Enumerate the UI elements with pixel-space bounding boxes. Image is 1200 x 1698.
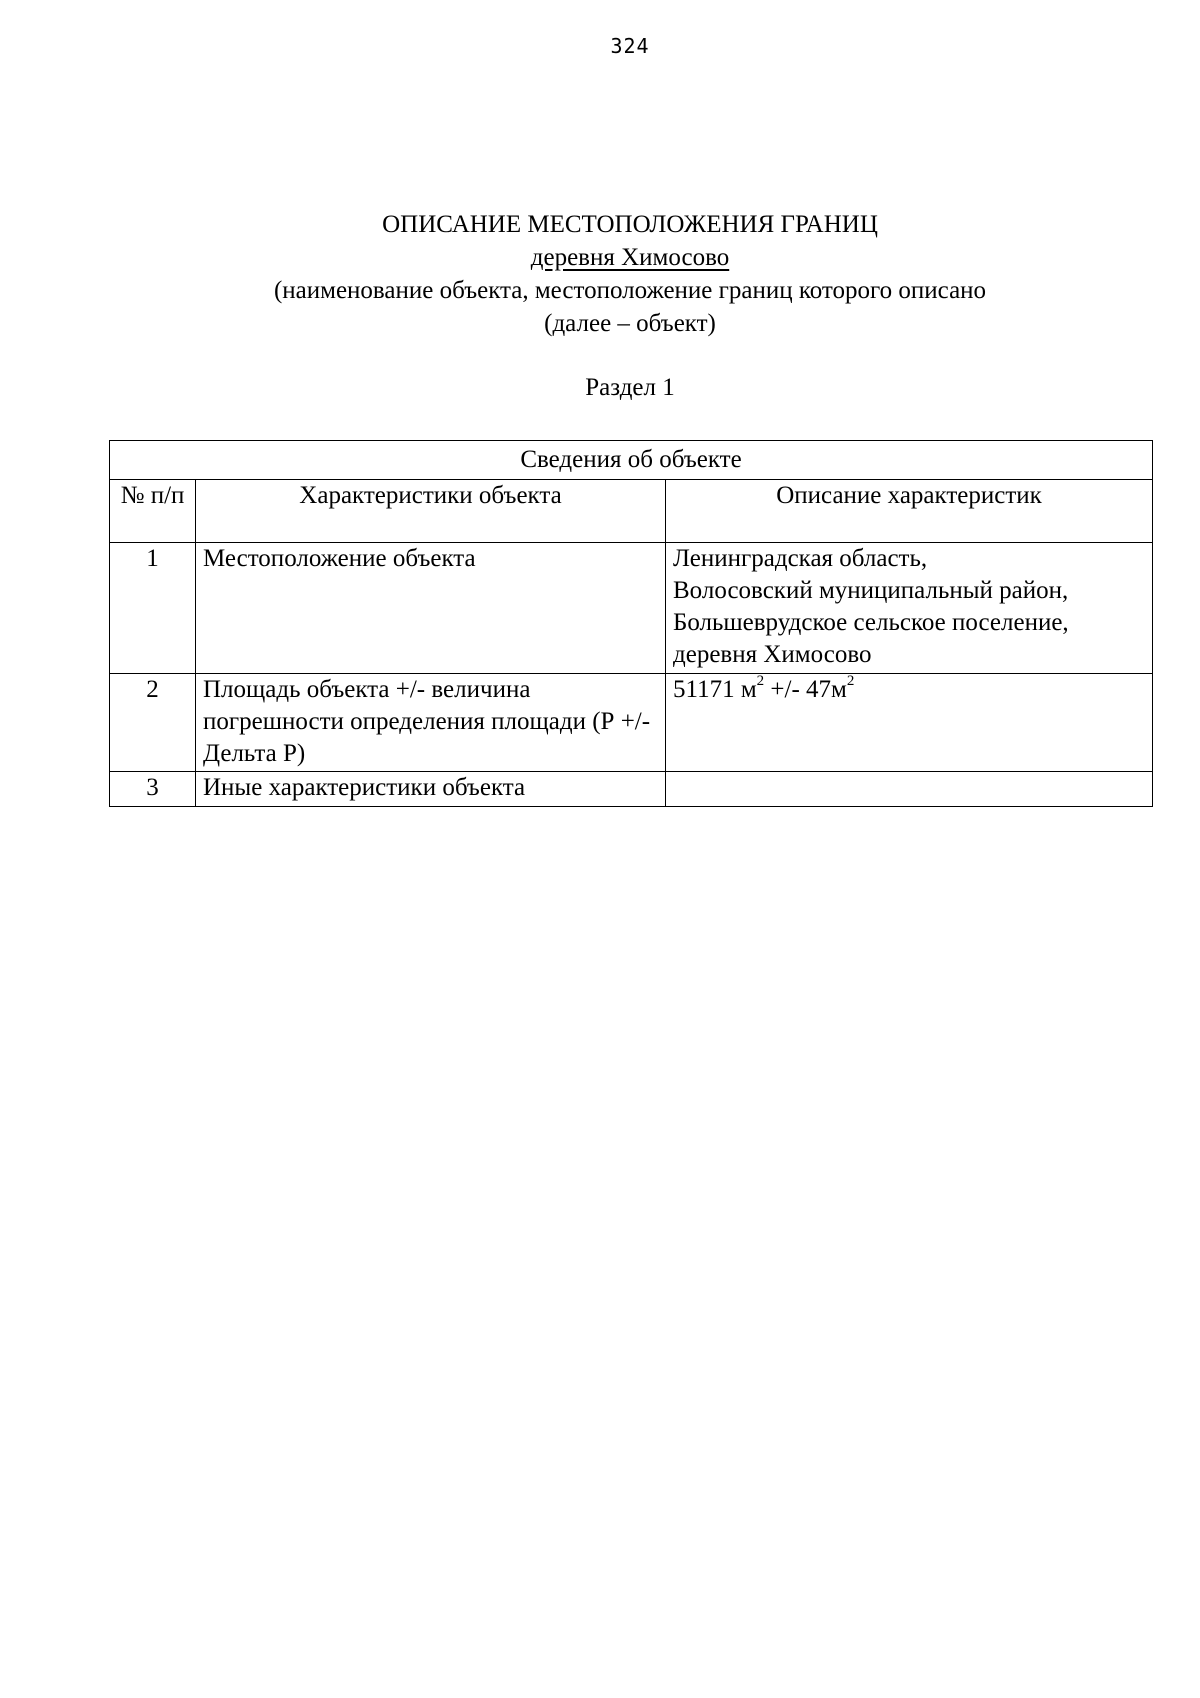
row-characteristic: Площадь объекта +/- величина погрешности определения площади (Р +/- Дельта Р) [196, 674, 666, 772]
object-caption-line2: (далее – объект) [544, 310, 716, 337]
description-line: Большеврудское сельское поселение, [673, 609, 1069, 636]
object-caption-line1: (наименование объекта, местоположение границ которого описано [273, 277, 987, 304]
table-row [110, 543, 1153, 674]
area-tolerance: +/- 47м [764, 676, 847, 703]
row-characteristic: Местоположение объекта [196, 543, 666, 674]
area-value: 51171 м [673, 676, 757, 703]
description-line: Ленинградская область, [673, 545, 928, 572]
unit-power: 2 [756, 672, 765, 689]
row-description [666, 543, 1153, 674]
row-characteristic: Иные характеристики объекта [196, 772, 666, 807]
table-row [110, 772, 1153, 807]
header-description: Описание характеристик [666, 480, 1153, 543]
object-info-table [109, 440, 1153, 807]
page-number: 324 [610, 34, 650, 58]
description-line: деревня Химосово [673, 641, 872, 668]
row-number: 1 [110, 543, 196, 674]
document-title: ОПИСАНИЕ МЕСТОПОЛОЖЕНИЯ ГРАНИЦ [382, 211, 878, 238]
row-number: 2 [110, 674, 196, 772]
row-description [666, 772, 1153, 807]
row-number: 3 [110, 772, 196, 807]
table-row [110, 674, 1153, 772]
area-description [666, 674, 1153, 772]
object-name: деревня Химосово [530, 244, 730, 271]
section-label: Раздел 1 [585, 374, 675, 401]
description-line: Волосовский муниципальный район, [673, 577, 1069, 604]
document-heading [0, 208, 1200, 340]
header-characteristic: Характеристики объекта [196, 480, 666, 543]
unit-power: 2 [846, 672, 855, 689]
table-header-row [110, 480, 1153, 543]
header-number: № п/п [110, 480, 196, 543]
table-caption: Сведения об объекте [110, 441, 1153, 480]
